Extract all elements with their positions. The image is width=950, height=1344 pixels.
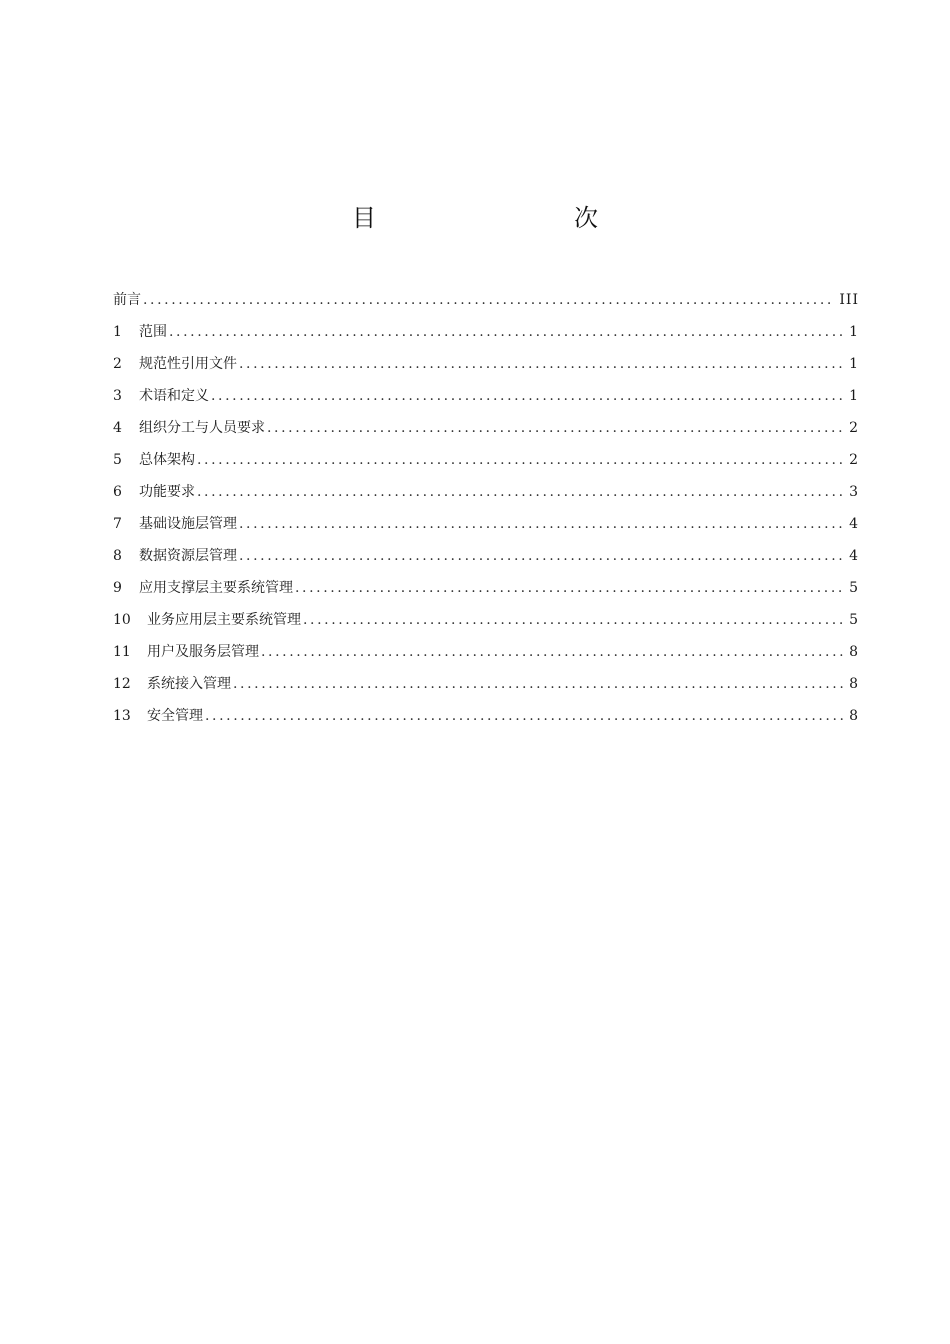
toc-entry-label: 规范性引用文件 — [139, 356, 237, 372]
toc-entry-label: 数据资源层管理 — [139, 548, 237, 564]
toc-entry-label: 范围 — [139, 324, 167, 340]
toc-entry-13[interactable] — [113, 700, 859, 732]
toc-dot-leader — [239, 348, 845, 380]
toc-entry-number: 11 — [113, 644, 131, 660]
toc-dot-leader — [211, 380, 845, 412]
toc-title: 目 次 — [352, 204, 648, 232]
toc-dot-leader — [197, 444, 845, 476]
toc-list — [113, 284, 859, 732]
toc-entry-page: 8 — [849, 708, 859, 724]
toc-entry-8[interactable] — [113, 540, 859, 572]
toc-entry-page: 3 — [849, 484, 859, 500]
toc-entry-label: 总体架构 — [139, 452, 195, 468]
toc-entry-label: 系统接入管理 — [147, 676, 231, 692]
toc-entry-5[interactable] — [113, 444, 859, 476]
toc-entry-11[interactable] — [113, 636, 859, 668]
toc-entry-6[interactable] — [113, 476, 859, 508]
toc-dot-leader — [233, 668, 845, 700]
toc-entry-page: 1 — [849, 388, 859, 404]
toc-entry-number: 4 — [113, 420, 122, 436]
toc-dot-leader — [261, 636, 845, 668]
toc-dot-leader — [303, 604, 845, 636]
toc-dot-leader — [239, 540, 845, 572]
toc-entry-12[interactable] — [113, 668, 859, 700]
toc-entry-label: 基础设施层管理 — [139, 516, 237, 532]
toc-dot-leader — [169, 316, 845, 348]
toc-entry-number: 10 — [113, 612, 131, 628]
toc-entry-label: 术语和定义 — [139, 388, 209, 404]
toc-entry-label: 功能要求 — [139, 484, 195, 500]
toc-entry-foreword[interactable] — [113, 284, 859, 316]
toc-entry-page: 5 — [849, 580, 859, 596]
toc-entry-1[interactable] — [113, 316, 859, 348]
toc-entry-label: 应用支撑层主要系统管理 — [139, 580, 293, 596]
toc-entry-number: 2 — [113, 356, 122, 372]
toc-entry-number: 6 — [113, 484, 122, 500]
toc-entry-number: 3 — [113, 388, 122, 404]
toc-entry-page: 1 — [849, 356, 859, 372]
toc-entry-number: 1 — [113, 324, 122, 340]
toc-dot-leader — [143, 284, 835, 316]
toc-entry-number: 5 — [113, 452, 122, 468]
toc-entry-7[interactable] — [113, 508, 859, 540]
toc-entry-page: 8 — [849, 644, 859, 660]
toc-entry-label: 安全管理 — [147, 708, 203, 724]
toc-entry-10[interactable] — [113, 604, 859, 636]
toc-dot-leader — [205, 700, 845, 732]
toc-entry-label: 组织分工与人员要求 — [139, 420, 265, 436]
toc-entry-page: III — [839, 292, 859, 308]
toc-entry-page: 2 — [849, 452, 859, 468]
toc-entry-number: 12 — [113, 676, 131, 692]
toc-entry-label: 业务应用层主要系统管理 — [147, 612, 301, 628]
toc-entry-page: 5 — [849, 612, 859, 628]
toc-entry-page: 1 — [849, 324, 859, 340]
toc-entry-page: 2 — [849, 420, 859, 436]
toc-entry-page: 4 — [849, 548, 859, 564]
toc-entry-page: 8 — [849, 676, 859, 692]
toc-dot-leader — [197, 476, 845, 508]
toc-entry-label: 前言 — [113, 292, 141, 308]
toc-entry-3[interactable] — [113, 380, 859, 412]
toc-entry-number: 7 — [113, 516, 122, 532]
toc-entry-number: 8 — [113, 548, 122, 564]
toc-dot-leader — [295, 572, 845, 604]
toc-entry-label: 用户及服务层管理 — [147, 644, 259, 660]
toc-dot-leader — [267, 412, 845, 444]
toc-entry-4[interactable] — [113, 412, 859, 444]
toc-dot-leader — [239, 508, 845, 540]
toc-entry-9[interactable] — [113, 572, 859, 604]
toc-entry-2[interactable] — [113, 348, 859, 380]
toc-entry-number: 13 — [113, 708, 131, 724]
toc-entry-page: 4 — [849, 516, 859, 532]
toc-entry-number: 9 — [113, 580, 122, 596]
